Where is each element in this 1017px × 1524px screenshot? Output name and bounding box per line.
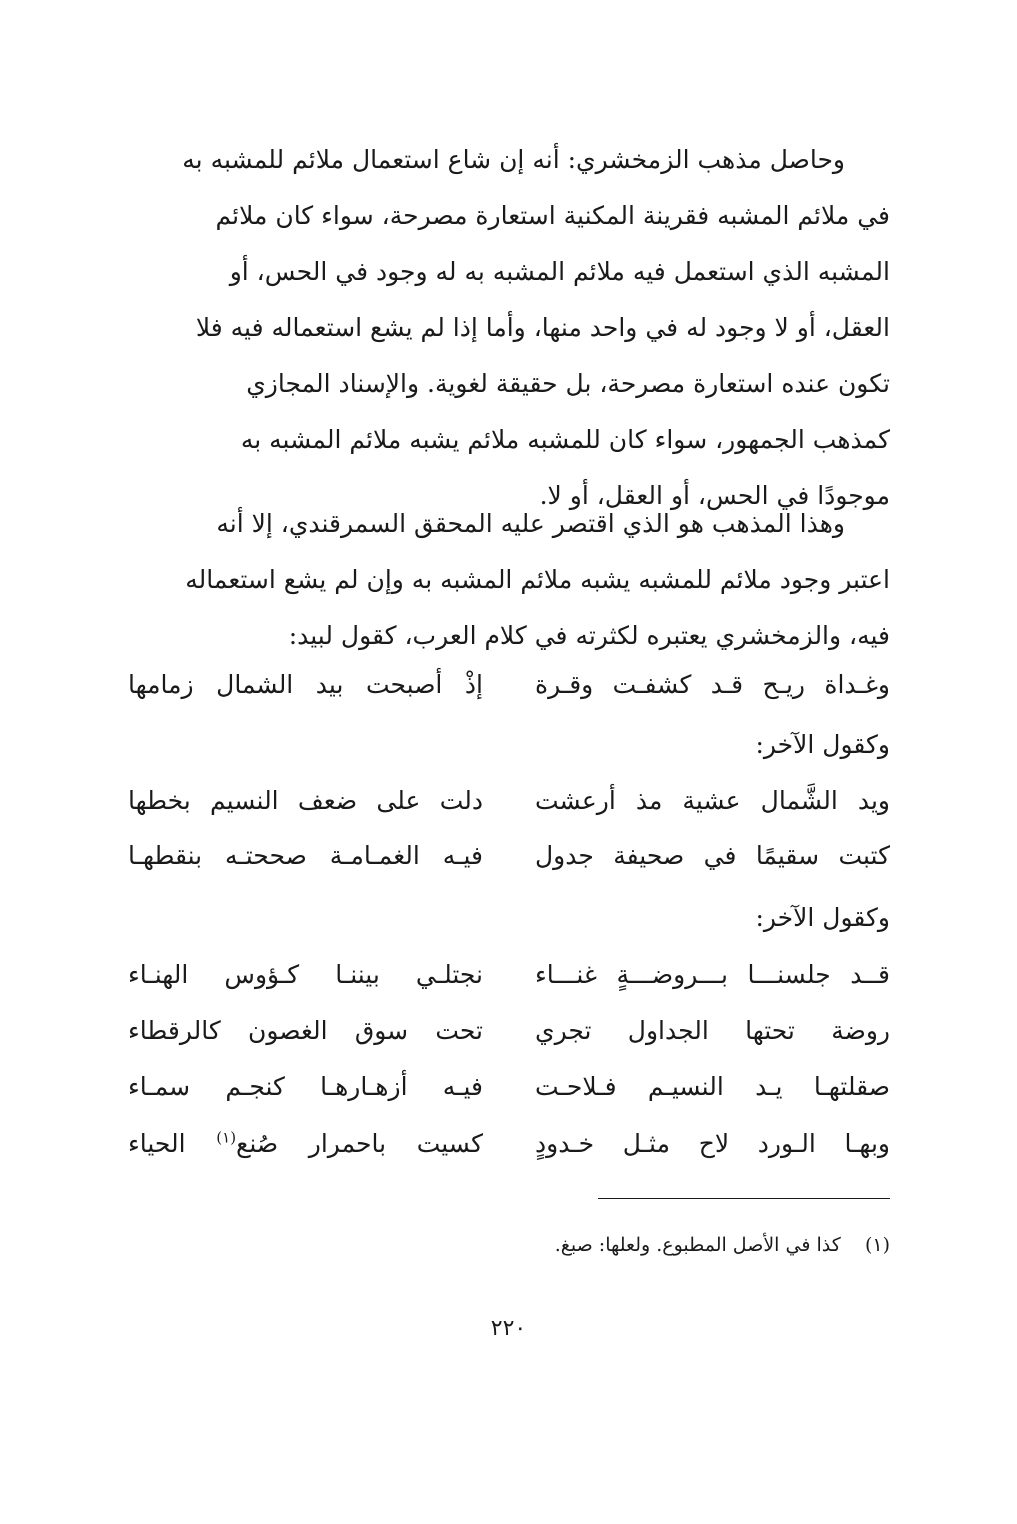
paragraph-samarqandi — [128, 496, 890, 664]
verse-second-hemistich: نجتلـي بيننـا كـؤوس الهنـاء — [128, 960, 483, 989]
verse-second-hemistich: فيـه أزهـارهـا كنجـم سمـاء — [128, 1072, 483, 1101]
verse-labid — [128, 657, 890, 713]
paragraph-zamakhshari — [128, 132, 890, 524]
quote-label-other-1: وكقول الآخر: — [755, 730, 890, 759]
verse-row — [128, 947, 890, 1003]
verse-first-hemistich: وبهـا الـورد لاح مثـل خـدودٍ — [535, 1129, 890, 1158]
paragraph-line: المشبه الذي استعمل فيه ملائم المشبه به له وجود في الحس، أو — [229, 257, 890, 286]
verse-first-hemistich: صقلتهـا يـد النسيـم فـلاحـت — [535, 1072, 890, 1101]
verse-second-hemistich: دلت على ضعف النسيم بخطها — [128, 786, 483, 815]
verse-second-hemistich: إذْ أصبحت بيد الشمال زمامها — [128, 670, 483, 699]
verse-second-hemistich: فيـه الغمـامـة صححتـه بنقطهـا — [128, 841, 483, 870]
paragraph-line: وحاصل مذهب الزمخشري: أنه إن شاع استعمال ملائم للمشبه به — [182, 145, 845, 174]
footnote-text: كذا في الأصل المطبوع. ولعلها: صبغ. — [554, 1234, 841, 1256]
paragraph-line: تكون عنده استعارة مصرحة، بل حقيقة لغوية. والإسناد المجازي — [246, 369, 890, 398]
paragraph-line: موجودًا في الحس، أو العقل، أو لا. — [539, 481, 890, 510]
footnote-reference: (١) — [216, 1128, 237, 1147]
verse-row — [128, 1003, 890, 1059]
footnote — [555, 1228, 890, 1262]
verse-row — [128, 828, 890, 884]
verse-row — [128, 1059, 890, 1115]
paragraph-line: في ملائم المشبه فقرينة المكنية استعارة مصرحة، سواء كان ملائم — [215, 201, 890, 230]
paragraph-line: اعتبر وجود ملائم للمشبه يشبه ملائم المشبه به وإن لم يشع استعماله — [185, 565, 890, 594]
verse-first-hemistich: ويد الشَّمال عشية مذ أرعشت — [535, 786, 890, 815]
paragraph-line: فيه، والزمخشري يعتبره لكثرته في كلام العرب، كقول لبيد: — [288, 621, 890, 650]
paragraph-line: كمذهب الجمهور، سواء كان للمشبه ملائم يشبه ملائم المشبه به — [240, 425, 890, 454]
verse-second-hemistich: كسيت باحمرار صُنع$^{(١)}$ الحياء — [128, 1128, 483, 1158]
verse-first-hemistich: وغـداة ريـح قـد كشفـت وقـرة — [535, 670, 890, 699]
verse-row — [128, 773, 890, 829]
verse-first-hemistich: روضة تحتها الجداول تجري — [535, 1016, 890, 1045]
verse-first-hemistich: كتبت سقيمًا في صحيفة جدول — [535, 841, 890, 870]
page-number: ٢٢٠ — [490, 1316, 527, 1341]
paragraph-line: وهذا المذهب هو الذي اقتصر عليه المحقق السمرقندي، إلا أنه — [216, 509, 845, 538]
footnote-marker: (١) — [864, 1234, 890, 1256]
verse-second-hemistich: تحت سوق الغصون كالرقطاء — [128, 1016, 483, 1045]
verse-row — [128, 1116, 890, 1172]
paragraph-line: العقل، أو لا وجود له في واحد منها، وأما إذا لم يشع استعماله فيه فلا — [195, 313, 890, 342]
quote-label-other-2: وكقول الآخر: — [755, 903, 890, 932]
verse-first-hemistich: قــد جلسنـــا بـــروضـــةٍ غنـــاء — [535, 960, 890, 989]
footnote-divider — [598, 1198, 890, 1199]
